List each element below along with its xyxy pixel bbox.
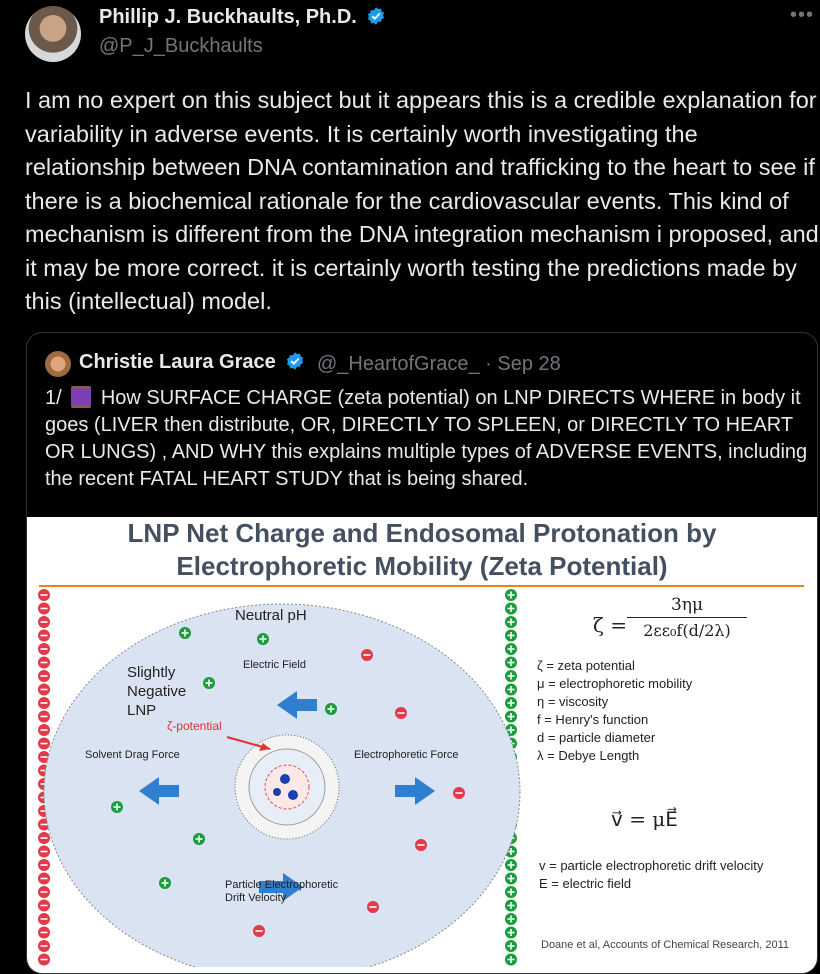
lnp-charge-3 [273,788,281,796]
zeta-eq-numerator: 3ημ [670,595,704,615]
thread-spool-icon [71,386,91,408]
def-mu: μ = electrophoretic mobility [537,676,693,691]
quote-text [45,385,815,493]
negative-label: Negative [127,683,187,700]
neutral-ph-label: Neutral pH [235,607,307,624]
author-avatar[interactable] [25,6,81,62]
lnp-charge-2 [288,790,298,800]
lnp-label: LNP [127,702,157,719]
tweet-text: I am no expert on this subject but it appears this is a credible explanation for variability in adverse events. It is certainly worth investigating the relationship between DNA contamination and trafficking to the heart to see if there is a biochemical rationale for the cardiovascular events. This kind of mechanism is different from the DNA integration mechanism i proposed, and it may be more correct. it is certainly worth testing the predictions made by this (intellectual) model. [25,87,819,314]
quote-name-row[interactable] [79,351,305,374]
zeta-potential-label: ζ-potential [167,719,222,733]
figure-title-line2: Electrophoretic Mobility (Zeta Potential) [176,551,668,581]
quote-handle-date[interactable]: @_HeartofGrace_ · Sep 28 [317,353,561,375]
lnp-inner [265,765,309,809]
quote-text-prefix: 1/ [45,387,62,409]
drift-line2: Drift Velocity [225,892,287,904]
more-icon[interactable]: ••• [790,4,815,26]
quote-author-name[interactable]: Christie Laura Grace [79,351,276,373]
zeta-eq-denominator: 2εε₀f(d/2λ) [643,621,731,640]
electrophoretic-force-label: Electrophoretic Force [354,749,459,761]
zeta-eq-lhs: ζ = [593,613,627,637]
citation: Doane et al, Accounts of Chemical Research, 2011 [541,939,790,951]
drift-velocity-label [225,879,338,905]
quote-text-body: How SURFACE CHARGE (zeta potential) on LNP DIRECTS WHERE in body it goes (LIVER then distribute, OR, DIRECTLY TO SPLEEN, or DIRECTLY TO HEART OR LUNGS) , AND WHY this explains multiple types of ADVERSE EVENTS, including the recent FATAL HEART STUDY that is being shared. [45,387,808,490]
lnp-charge-label [127,663,186,720]
def-zeta: ζ = zeta potential [537,658,635,673]
e-definition: E = electric field [539,876,632,891]
verified-badge-icon [285,351,305,371]
def-eta: η = viscosity [537,694,609,709]
diagram-canvas [27,587,817,967]
def-d: d = particle diameter [537,730,656,745]
author-name[interactable]: Phillip J. Buckhaults, Ph.D. [99,6,357,28]
quote-avatar[interactable] [45,351,71,377]
verified-badge-icon [366,6,386,26]
solvent-drag-label: Solvent Drag Force [85,749,180,761]
velocity-definitions [539,857,763,893]
author-name-row[interactable] [99,6,386,29]
figure-title-line1: LNP Net Charge and Endosomal Protonation by [127,518,717,548]
fraction-bar [627,617,747,618]
def-lambda: λ = Debye Length [537,748,640,763]
figure-image[interactable] [27,517,817,974]
author-handle[interactable]: @P_J_Buckhaults [99,35,263,57]
electric-field-label: Electric Field [243,659,306,671]
figure-title [27,517,817,583]
lnp-charge-1 [280,774,290,784]
quoted-tweet[interactable] [26,332,818,974]
velocity-equation: v⃗ = μE⃗ [611,807,678,831]
v-definition: v = particle electrophoretic drift velocity [539,858,764,873]
slightly-label: Slightly [127,664,176,681]
def-f: f = Henry's function [537,712,649,727]
definitions-list [537,657,692,765]
drift-line1: Particle Electrophoretic [225,879,339,891]
